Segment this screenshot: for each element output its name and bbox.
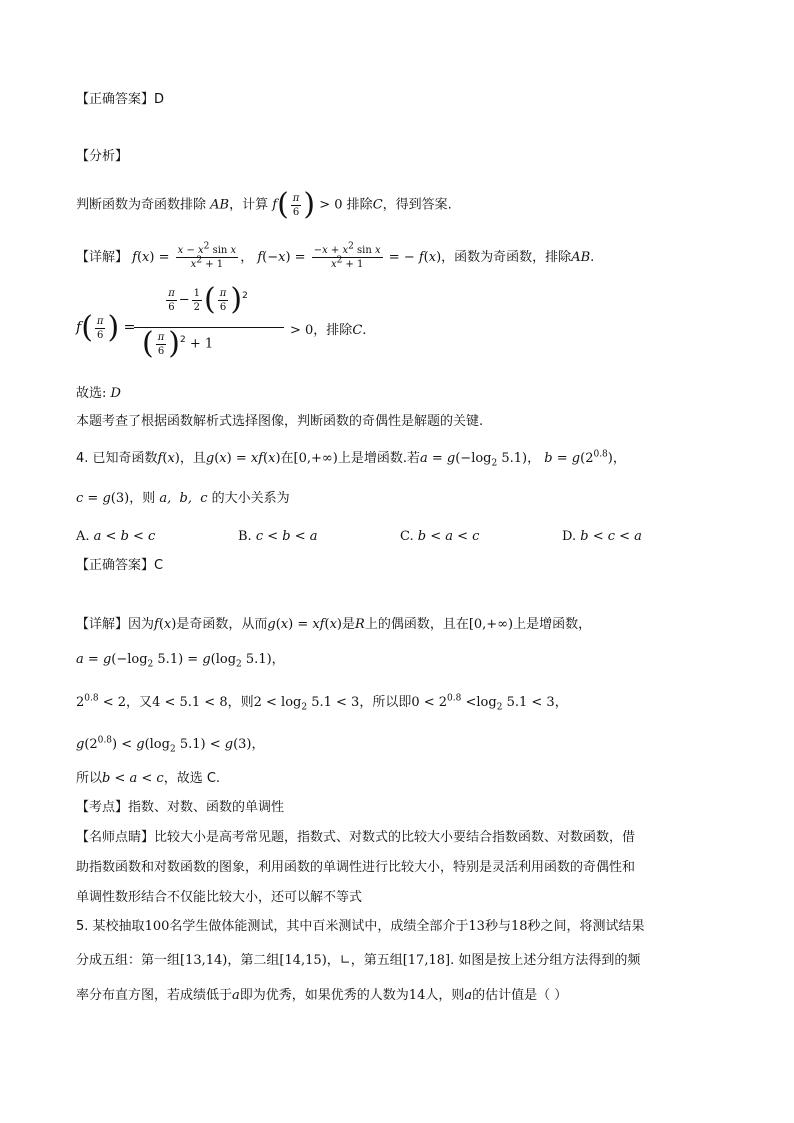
q4-stem-line2: c = g(3)，则 a, b, c 的大小关系为 (76, 491, 290, 506)
q5-stem-line2: 分成五组：第一组[13,14)，第二组[14,15)，∟，第五组[17,18]. 如图是按上述分组方法得到的频 (76, 953, 641, 968)
q5-stem-line1: 5. 某校抽取100名学生做体能测试，其中百米测试中，成绩全部介于13秒与18秒之间，将测试结果 (76, 919, 645, 934)
option-a[interactable]: A. a < b < c (76, 529, 156, 544)
q4-options (76, 527, 696, 547)
q4-detail-line3: $2^{0.8} < 2$，又4 < 5.1 < 8，则$2 < \log_2 5.1 < 3$，所以即$0 < 2^{0.8} <\log_2$ 5.1 < 3， (76, 693, 568, 713)
q5-stem-line3: 率分布直方图，若成绩低于a即为优秀，如果优秀的人数为14人，则a的估计值是（ ） (76, 988, 568, 1003)
q4-detail-line1: 【详解】因为f(x)是奇函数，从而g(x) = xf(x)是R上的偶函数，且在[0,+∞)上是增函数， (76, 617, 592, 632)
answer-value: D (154, 92, 165, 107)
q3-analysis-label: 【分析】 (76, 149, 129, 164)
q3-summary: 本题考查了根据函数解析式选择图像，判断函数的奇偶性是解题的关键. (76, 414, 484, 429)
answer-label: 【正确答案】 (76, 92, 155, 107)
option-b[interactable]: B. c < b < a (238, 529, 318, 544)
q3-conclusion: 故选: D (76, 386, 121, 401)
q4-kaodian: 【考点】指数、对数、函数的单调性 (76, 800, 285, 815)
q3-answer-line (76, 90, 164, 110)
q4-detail-line4: $g(2^{0.8}) < g(\log_2$ 5.1) < g(3)， (76, 735, 265, 755)
q4-mingshi-line3: 单调性数形结合不仅能比较大小，还可以解不等式 (76, 890, 363, 905)
q3-f-pi6-expression: f( $\frac{\pi}{6}$ ) = $\frac{\pi}{6}$ − $\frac{1}{2}$ ( $\frac{\pi}{6}$ )$^2$ ( $\frac{\pi}{6}$ )$^2$ + 1 > 0，排除C. (76, 282, 367, 361)
q4-detail-line2: $a = g(-\log_2$ $5.1) = g(\log_2$ 5.1)， (76, 652, 285, 670)
question-number: 4. (76, 451, 89, 466)
q3-detail-line: 【详解】 f(x) = $\frac{x - x^2 \sin x}{x^2 + 1}$ ， f(−x) = $\frac{-x + x^2 \sin x}{x^2 + 1}$ = − f(x)，函数为奇函数，排除AB. (76, 241, 595, 270)
option-c[interactable]: C. b < a < c (400, 529, 480, 544)
q4-mingshi-line2: 助指数函数和对数函数的图象，利用函数的单调性进行比较大小，特别是灵活利用函数的奇偶性和 (76, 860, 636, 875)
q4-mingshi-line1: 【名师点睛】比较大小是高考常见题，指数式、对数式的比较大小要结合指数函数、对数函数，借 (76, 830, 636, 845)
detail-label: 【详解】 (76, 250, 129, 265)
q4-stem-line1: 4. 已知奇函数f(x)，且g(x) = xf(x)在[0,+∞)上是增函数.若$a = g(-\log_2$ 5.1)， $b = g(2^{0.8})$， (76, 449, 626, 469)
q4-answer-line: 【正确答案】C (76, 558, 164, 573)
q3-analysis-text: 判断函数为奇函数排除 AB，计算 f( $\frac{\pi}{6}$ ) > 0 排除C，得到答案. (76, 187, 452, 222)
q4-final: 所以b < a < c，故选 C. (76, 771, 221, 786)
option-d[interactable]: D. b < c < a (562, 529, 642, 544)
